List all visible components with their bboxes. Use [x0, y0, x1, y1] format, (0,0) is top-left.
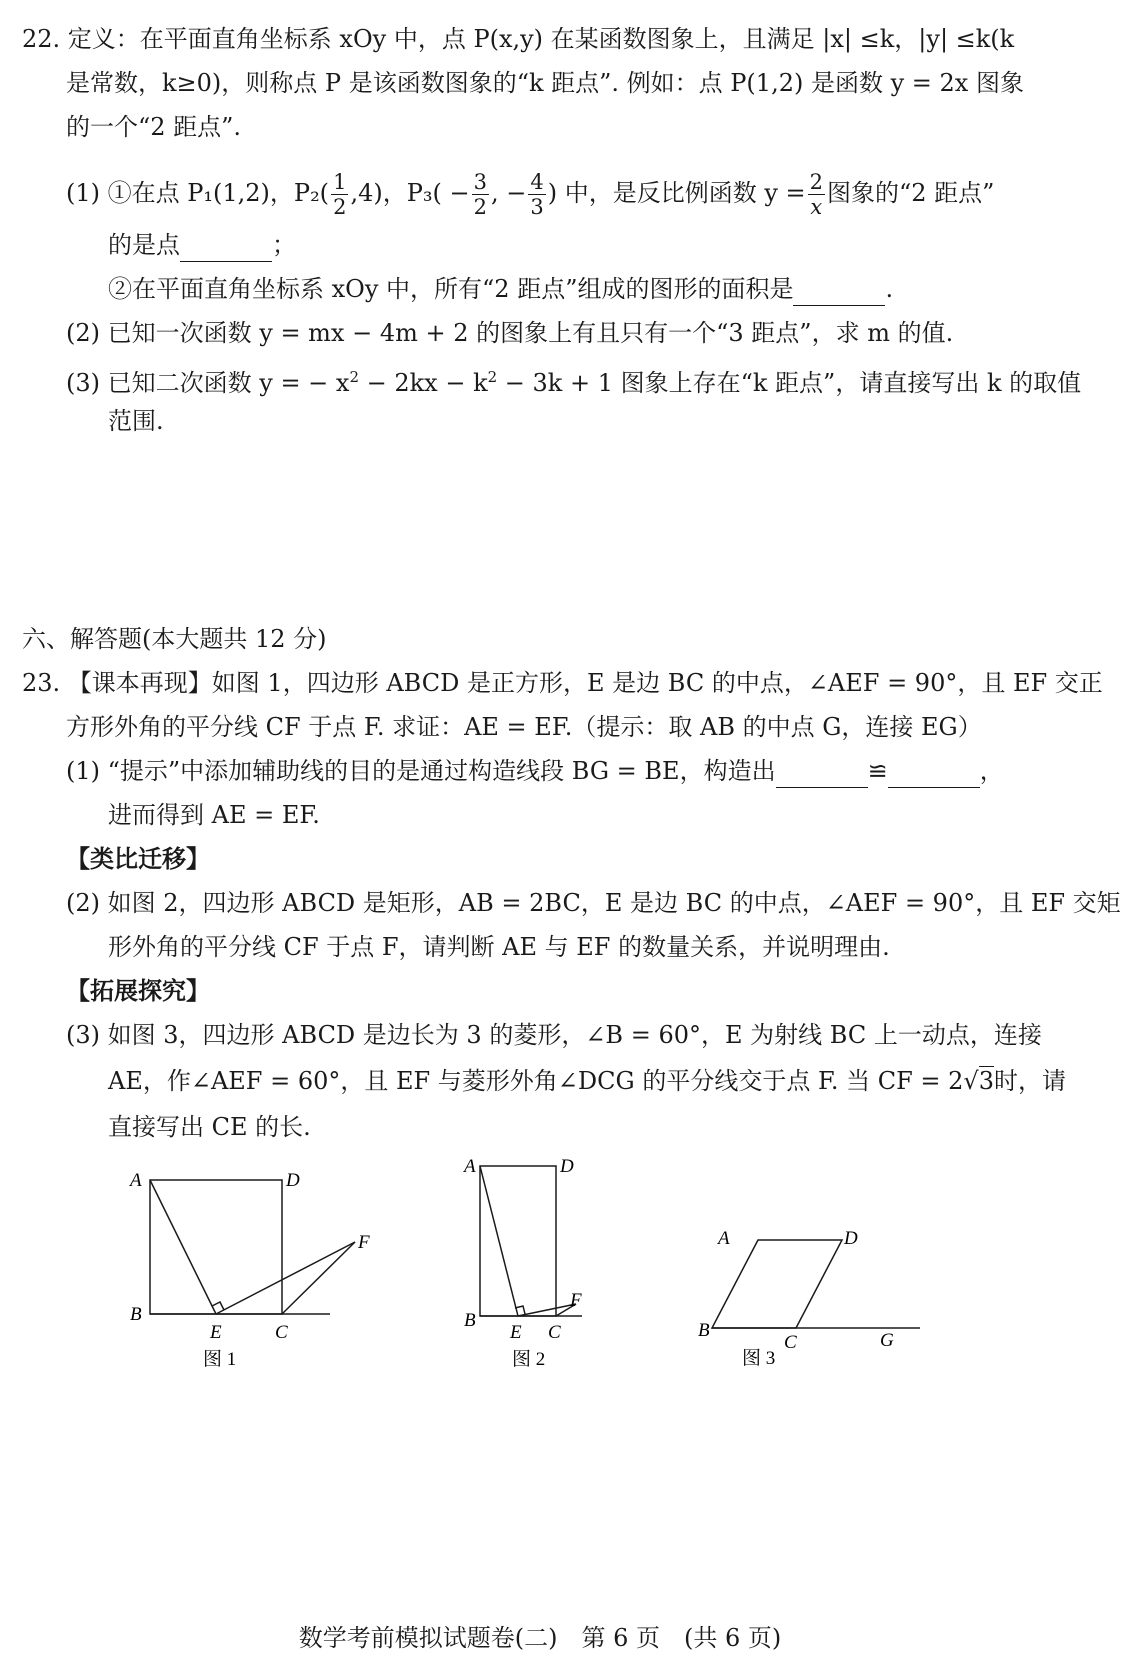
label-f: F: [358, 1232, 370, 1253]
q22-part1-prefix: (1) ①在点 P₁(1,2)，P₂(: [66, 179, 330, 207]
label-d: D: [844, 1228, 858, 1249]
sqrt-radicand: 3: [978, 1067, 994, 1095]
label-b: B: [130, 1304, 142, 1325]
q23-part1-line-2: 进而得到 AE = EF.: [108, 801, 320, 829]
fraction-three-halves: $\frac{3}{2}$: [473, 170, 487, 219]
q23-part1-line-1: (1) “提示”中添加辅助线的目的是通过构造线段 BG = BE，构造出 ≌ ，: [66, 754, 1004, 788]
section-heading: 六、解答题(本大题共 12 分): [22, 625, 327, 653]
figure-1: [120, 1160, 390, 1390]
q22-part1-line-2: 的是点 ；: [108, 228, 296, 262]
q22-part3-line-2: 范围.: [108, 407, 164, 435]
figure-1-caption: 图 1: [203, 1349, 237, 1370]
figure-2-caption: 图 2: [512, 1349, 546, 1370]
q23-line-1: 23. 【课本再现】如图 1，四边形 ABCD 是正方形，E 是边 BC 的中点，∠AEF = 90°，且 EF 交正: [22, 669, 1103, 697]
q23-part3-line-3: 直接写出 CE 的长.: [108, 1113, 311, 1141]
q23-part3-line-2: AE，作∠AEF = 60°，且 EF 与菱形外角∠DCG 的平分线交于点 F. 当 CF = 2√3时，请: [108, 1067, 1066, 1095]
heading-analogy: 【类比迁移】: [66, 845, 210, 873]
heading-extension: 【拓展探究】: [66, 977, 210, 1005]
label-g: G: [880, 1330, 894, 1351]
label-f: F: [570, 1290, 582, 1311]
label-d: D: [286, 1170, 300, 1191]
label-e: E: [510, 1322, 522, 1343]
square-abcd: [150, 1180, 282, 1314]
rectangle-abcd: [480, 1166, 556, 1316]
sqrt-symbol: √: [963, 1067, 979, 1095]
q23-line-2: 方形外角的平分线 CF 于点 F. 求证：AE = EF.（提示：取 AB 的中点 G，连接 EG）: [66, 713, 982, 741]
rhombus-abcd: [712, 1240, 842, 1328]
label-b: B: [698, 1320, 710, 1341]
q22-line-1: 22. 定义：在平面直角坐标系 xOy 中，点 P(x,y) 在某函数图象上，且满足 |x| ≤k，|y| ≤k(k: [22, 25, 1015, 53]
q23-part2-line-1: (2) 如图 2，四边形 ABCD 是矩形，AB = 2BC，E 是边 BC 的中点，∠AEF = 90°，且 EF 交矩: [66, 889, 1121, 917]
q23-part2-line-2: 形外角的平分线 CF 于点 F，请判断 AE 与 EF 的数量关系，并说明理由.: [108, 933, 890, 961]
label-d: D: [560, 1156, 574, 1177]
segment-ae: [150, 1180, 216, 1314]
answer-blank-2[interactable]: [793, 279, 885, 306]
q22-part3-line-1: (3) 已知二次函数 y = − $x^2 - 2kx - k^2 - 3k + 1$ 图象上存在“k 距点”，请直接写出 k 的取值: [66, 368, 1082, 397]
q22-part1-line: (1) ①在点 P₁(1,2)，P₂( $\frac{1}{2}$ ,4)，P₃( − $\frac{3}{2}$ , − $\frac{4}{3}$ ) 中，是反比例函数 y = $\frac{2}{x}$ 图象的“2 距点”: [66, 170, 995, 219]
fraction-four-thirds: $\frac{4}{3}$: [530, 170, 544, 219]
label-c: C: [275, 1322, 288, 1343]
figure-3-caption: 图 3: [742, 1348, 776, 1369]
fraction-two-over-x: $\frac{2}{x}$: [809, 170, 823, 219]
q22-line-2: 是常数，k≥0)，则称点 P 是该函数图象的“k 距点”. 例如：点 P(1,2) 是函数 y = 2x 图象: [66, 69, 1024, 97]
label-b: B: [464, 1310, 476, 1331]
figure-2: [450, 1150, 620, 1390]
answer-blank-4[interactable]: [888, 761, 980, 788]
segment-ae: [480, 1166, 518, 1316]
label-e: E: [210, 1322, 222, 1343]
label-a: A: [464, 1156, 476, 1177]
q22-part1b-line: ②在平面直角坐标系 xOy 中，所有“2 距点”组成的图形的面积是 .: [108, 272, 893, 306]
label-c: C: [784, 1332, 797, 1353]
segment-ef: [216, 1242, 355, 1314]
label-a: A: [718, 1228, 730, 1249]
fraction-one-half: $\frac{1}{2}$: [333, 170, 347, 219]
q22-line-3: 的一个“2 距点”.: [66, 113, 242, 141]
figure-3: [700, 1210, 950, 1390]
q23-part3-line-1: (3) 如图 3，四边形 ABCD 是边长为 3 的菱形，∠B = 60°，E 为射线 BC 上一动点，连接: [66, 1021, 1042, 1049]
answer-blank-3[interactable]: [776, 761, 868, 788]
segment-cf: [282, 1242, 355, 1314]
label-a: A: [130, 1170, 142, 1191]
label-c: C: [548, 1322, 561, 1343]
page-footer: 数学考前模拟试题卷(二) 第 6 页 (共 6 页): [298, 1624, 782, 1652]
answer-blank-1[interactable]: [180, 235, 272, 262]
q22-part2: (2) 已知一次函数 y = mx − 4m + 2 的图象上有且只有一个“3 距点”，求 m 的值.: [66, 319, 954, 347]
